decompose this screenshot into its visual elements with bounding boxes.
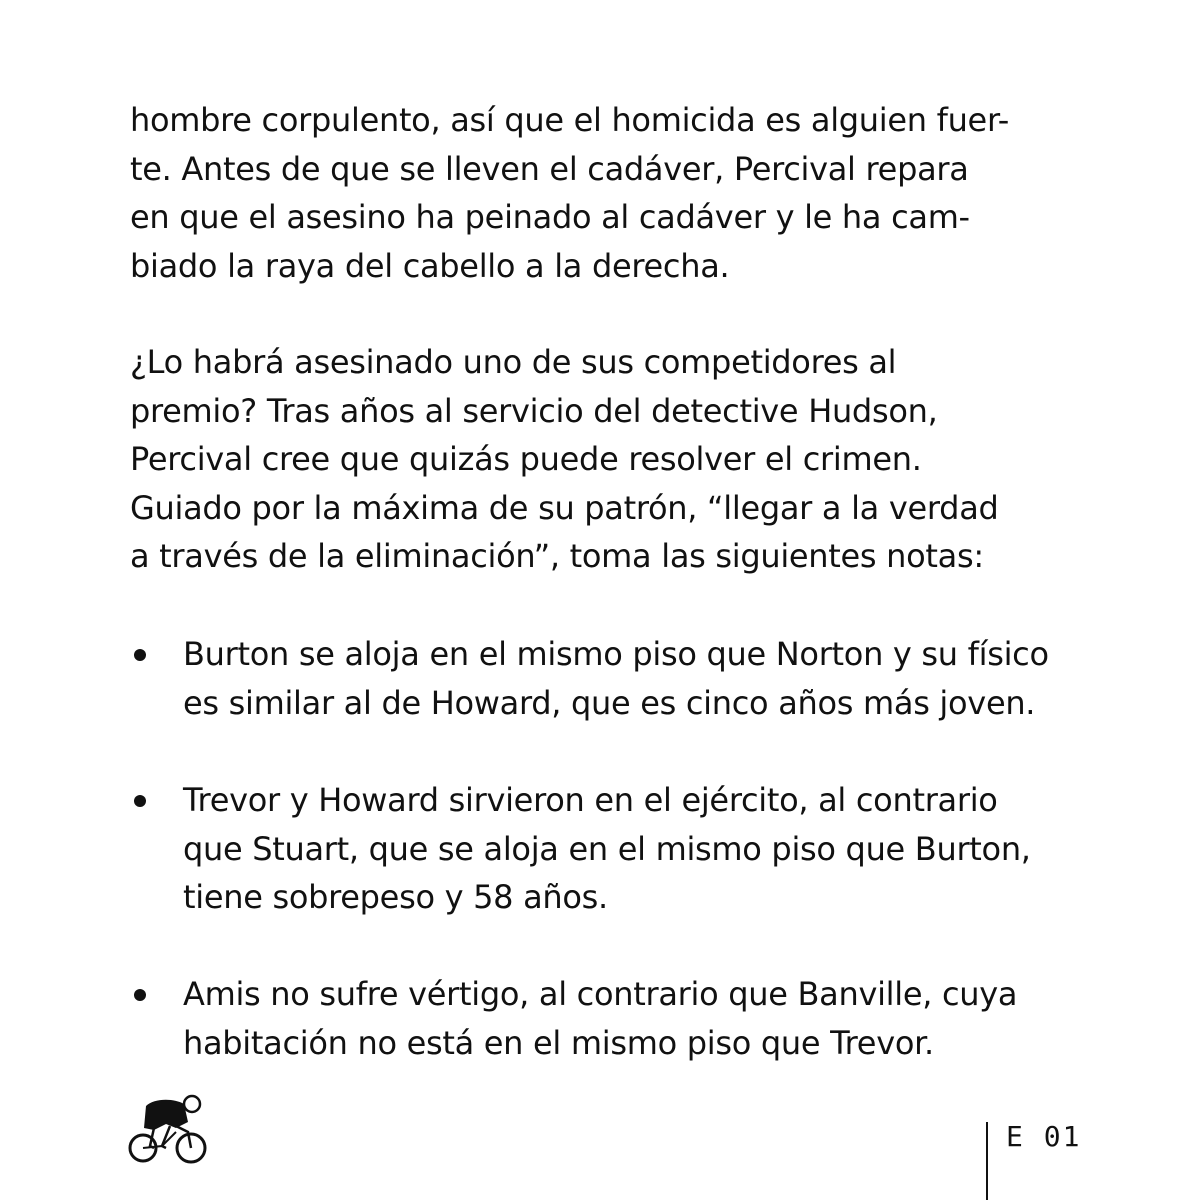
text-line: hombre corpulento, así que el homicida es alguien fuer- — [130, 101, 1010, 139]
text-line: Amis no sufre vértigo, al contrario que Banville, cuya — [183, 975, 1018, 1013]
text-line: que Stuart, que se aloja en el mismo piso que Burton, — [183, 829, 1031, 868]
bullet-item — [130, 776, 1031, 922]
paragraph-1 — [130, 96, 1009, 290]
page-divider — [986, 1122, 988, 1200]
text-line: habitación no está en el mismo piso que Trevor. — [183, 1023, 934, 1062]
bullet-item — [130, 630, 1049, 727]
text-line: Guiado por la máxima de su patrón, “llegar a la verdad — [130, 488, 999, 527]
bullet-item — [130, 970, 1017, 1067]
text-line: Percival cree que quizás puede resolver el crimen. — [130, 440, 922, 478]
text-line: es similar al de Howard, que es cinco años más joven. — [183, 683, 1036, 722]
text-line: ¿Lo habrá asesinado uno de sus competidores al — [130, 343, 897, 381]
page-number: E 01 — [1006, 1120, 1082, 1153]
text-line: biado la raya del cabello a la derecha. — [130, 246, 730, 285]
text-line: te. Antes de que se lleven el cadáver, Percival repara — [130, 149, 969, 188]
paragraph-2 — [130, 338, 999, 581]
text-line: Trevor y Howard sirvieron en el ejército, al contrario — [183, 781, 998, 819]
text-line: en que el asesino ha peinado al cadáver y le ha cam- — [130, 198, 970, 236]
text-line: Burton se aloja en el mismo piso que Norton y su físico — [183, 635, 1049, 673]
cyclist-icon — [126, 1092, 210, 1166]
text-line: premio? Tras años al servicio del detective Hudson, — [130, 391, 938, 430]
text-line: tiene sobrepeso y 58 años. — [183, 878, 608, 916]
text-line: a través de la eliminación”, toma las siguientes notas: — [130, 537, 984, 575]
